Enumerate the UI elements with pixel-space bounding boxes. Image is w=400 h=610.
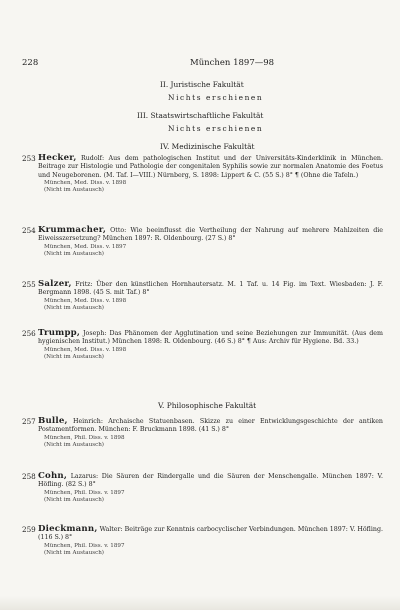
author-name: Cohn, xyxy=(38,471,68,481)
entry-body xyxy=(38,280,383,298)
section-note-law: Nichts erschienen xyxy=(168,93,264,102)
entry-text: Otto: Wie beeinflusst die Vertheilung der Nahrung auf mehrere Mahlzeiten die Eiweisszersetzung? München 1897: R. Oldenbourg. (27 S.) 8° xyxy=(38,227,383,243)
bibliography-entry xyxy=(22,225,383,258)
section-heading-philosophy: V. Philosophische Fakultät xyxy=(158,401,257,410)
entry-note: München, Phil. Diss. v. 1897 xyxy=(44,489,125,496)
entry-text: Fritz: Über den künstlichen Hornhautersatz. M. 1 Taf. u. 14 Fig. im Text. Wiesbaden: J. F. Bergmann 1898. (45 S. mit Taf.) 8° xyxy=(38,281,383,297)
bibliography-entry xyxy=(22,524,383,557)
author-name: Hecker, xyxy=(38,153,77,163)
entry-number: 253 xyxy=(22,154,36,163)
entry-exchange-note: (Nicht im Austausch) xyxy=(44,353,104,360)
entry-exchange-note: (Nicht im Austausch) xyxy=(44,304,104,311)
page-bottom-edge xyxy=(0,596,400,610)
entry-number: 256 xyxy=(22,329,36,338)
entry-number: 259 xyxy=(22,525,36,534)
entry-note: München, Med. Diss. v. 1898 xyxy=(44,297,127,304)
author-name: Bulle, xyxy=(38,416,68,426)
entry-text: Joseph: Das Phänomen der Agglutination und seine Beziehungen zur Immunität. (Aus dem hygienischen Institut.) München 1898: R. Oldenbourg. (46 S.) 8° ¶ Aus: Archiv für Hygiene. Bd. 33.) xyxy=(38,330,383,346)
entry-number: 258 xyxy=(22,472,36,481)
bibliography-entry xyxy=(22,471,383,504)
section-note-political-economy: Nichts erschienen xyxy=(168,124,264,133)
entry-body xyxy=(38,329,383,347)
entry-exchange-note: (Nicht im Austausch) xyxy=(44,441,104,448)
entry-note: München, Med. Diss. v. 1898 xyxy=(44,346,127,353)
bibliography-entry xyxy=(22,279,383,312)
author-name: Krummacher, xyxy=(38,225,107,235)
section-heading-law: II. Juristische Fakultät xyxy=(160,80,244,89)
bibliography-entry xyxy=(22,416,383,449)
entry-number: 257 xyxy=(22,417,36,426)
bibliography-entry xyxy=(22,328,383,361)
entry-exchange-note: (Nicht im Austausch) xyxy=(44,186,104,193)
bibliography-entry xyxy=(22,153,383,194)
entry-note: München, Phil. Diss. v. 1898 xyxy=(44,434,125,441)
entry-number: 254 xyxy=(22,226,36,235)
author-name: Salzer, xyxy=(38,279,72,289)
entry-note: München, Phil. Diss. v. 1897 xyxy=(44,542,125,549)
entry-body xyxy=(38,226,383,244)
entry-body xyxy=(38,417,383,435)
running-head: München 1897—98 xyxy=(190,58,275,68)
entry-exchange-note: (Nicht im Austausch) xyxy=(44,496,104,503)
entry-note: München, Med. Diss. v. 1898 xyxy=(44,179,127,186)
entry-number: 255 xyxy=(22,280,36,289)
author-name: Dieckmann, xyxy=(38,524,98,534)
entry-note: München, Med. Diss. v. 1897 xyxy=(44,243,127,250)
entry-body xyxy=(38,154,383,180)
page-number: 228 xyxy=(22,58,39,68)
entry-body xyxy=(38,472,383,490)
entry-text: Heinrich: Archaische Statuenbasen. Skizze zu einer Entwicklungsgeschichte der antiken Postamentformen. München: F. Bruckmann 1898. (41 S.) 8° xyxy=(38,418,383,434)
entry-text: Walter: Beiträge zur Kenntnis carbocyclischer Verbindungen. München 1897: V. Höfling. (116 S.) 8° xyxy=(38,526,383,542)
entry-body xyxy=(38,525,383,543)
section-heading-medicine: IV. Medizinische Fakultät xyxy=(160,142,255,151)
entry-text: Rudolf: Aus dem pathologischen Institut und der Universitäts-Kinderklinik in München. Beitrage zur Histologie und Pathologie der congenitalen Syphilis sowie zur normalen Anatomie des Foetus und Neugeborenen. (M. Taf. I—VIII.) Nürnberg, S. 1898: Lippert & C. (55 S.) 8° ¶ (Ohne die Tafeln.) xyxy=(38,155,383,179)
entry-exchange-note: (Nicht im Austausch) xyxy=(44,250,104,257)
author-name: Trumpp, xyxy=(38,328,81,338)
entry-exchange-note: (Nicht im Austausch) xyxy=(44,549,104,556)
entry-text: Lazarus: Die Säuren der Rindergalle und die Säuren der Menschengalle. München 1897: V. Höfling. (82 S.) 8° xyxy=(38,473,383,489)
section-heading-political-economy: III. Staatswirtschaftliche Fakultät xyxy=(137,111,264,120)
